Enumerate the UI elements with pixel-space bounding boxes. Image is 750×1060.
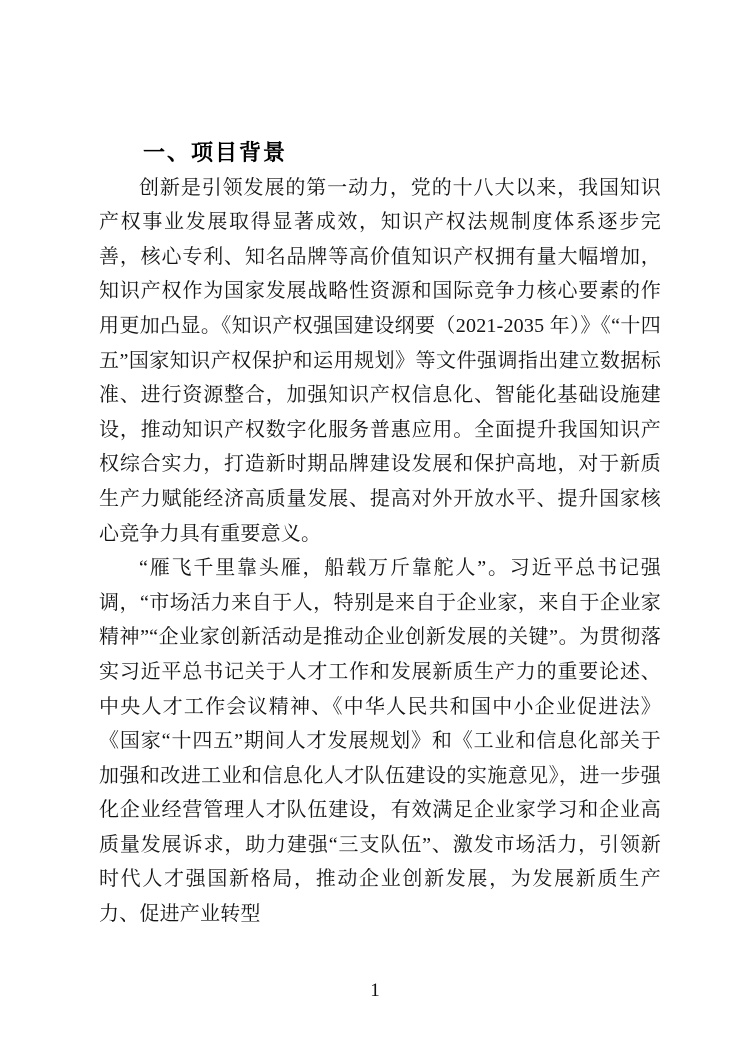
paragraph-1: 创新是引领发展的第一动力，党的十八大以来，我国知识产权事业发展取得显著成效，知识产权法规制度体系逐步完善，核心专利、知名品牌等高价值知识产权拥有量大幅增加，知识产权作为国家发展战略性资源和国际竞争力核心要素的作用更加凸显。《知识产权强国建设纲要（2021-2035 年）》《“十四五”国家知识产权保护和运用规划》等文件强调指出建立数据标准、进行资源整合，加强知识产权信息化、智能化基础设施建设，推动知识产权数字化服务普惠应用。全面提升我国知识产权综合实力，打造新时期品牌建设发展和保护高地，对于新质生产力赋能经济高质量发展、提高对外开放水平、提升国家核心竞争力具有重要意义。 [99,176,661,545]
section-heading: 一、项目背景 [143,140,288,165]
paragraph-2: “雁飞千里靠头雁，船载万斤靠舵人”。习近平总书记强调，“市场活力来自于人，特别是来自于企业家，来自于企业家精神”“企业家创新活动是推动企业创新发展的关键”。为贯彻落实习近平总书记关于人才工作和发展新质生产力的重要论述、中央人才工作会议精神、《中华人民共和国中小企业促进法》《国家“十四五”期间人才发展规划》和《工业和信息化部关于加强和改进工业和信息化人才队伍建设的实施意见》，进一步强化企业经营管理人才队伍建设，有效满足企业家学习和企业高质量发展诉求，助力建强“三支队伍”、激发市场活力，引领新时代人才强国新格局，推动企业创新发展，为发展新质生产力、促进产业转型 [99,557,661,926]
page-number: 1 [370,980,380,1001]
page-content [99,136,661,932]
